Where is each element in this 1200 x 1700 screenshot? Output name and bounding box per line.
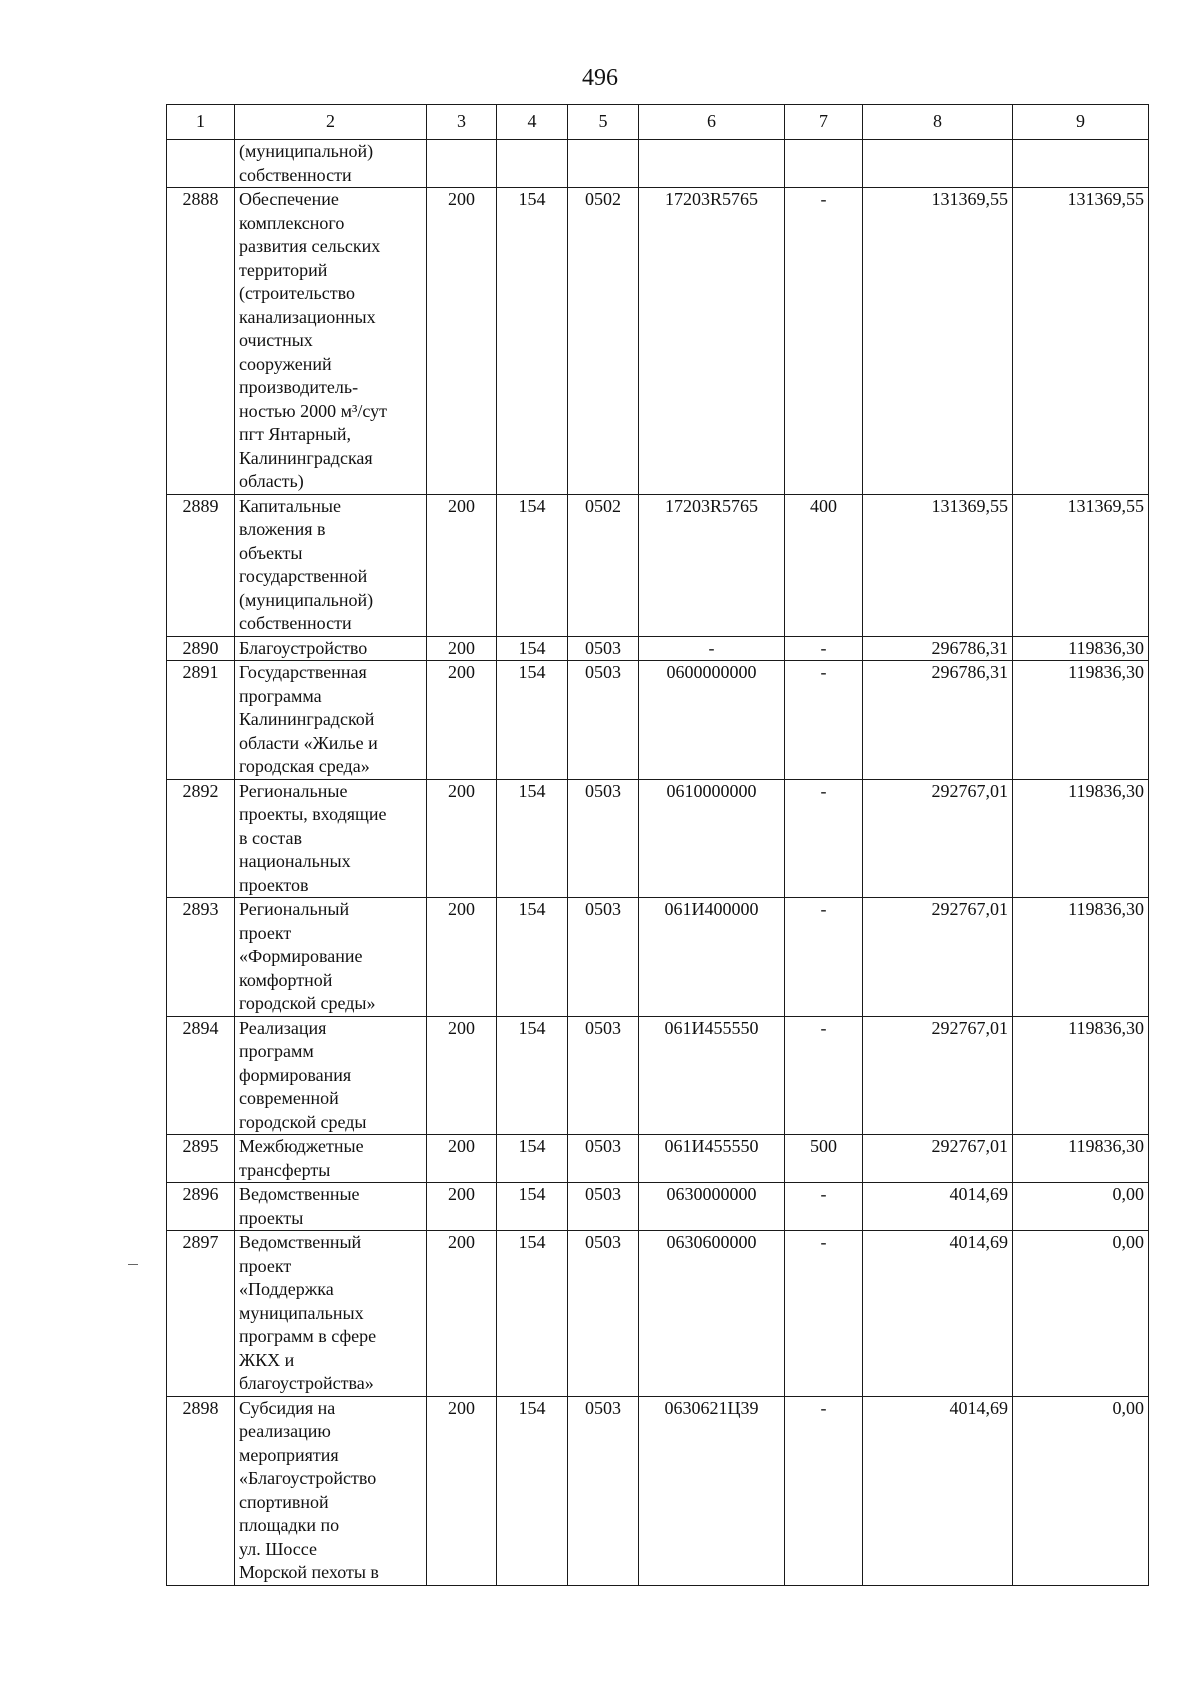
item-name-cell-text: Субсидия на реализацию мероприятия «Благоустройство спортивной площадки по ул. Шоссе Морской пехоты в [239, 1397, 379, 1582]
col8-amount-cell [863, 188, 1013, 495]
col6-cell-text: 061И400000 [664, 899, 759, 919]
col5-cell [568, 661, 639, 780]
col8-amount-cell [863, 1135, 1013, 1183]
col5-cell [568, 188, 639, 495]
col4-cell [497, 1135, 568, 1183]
row-number-cell [167, 1135, 235, 1183]
col6-cell-text: 061И455550 [664, 1017, 759, 1038]
col3-cell [427, 1231, 497, 1397]
header-cell: 6 [639, 105, 785, 140]
header-cell: 1 [167, 105, 235, 140]
table-row [167, 140, 1149, 188]
col7-cell [785, 779, 863, 898]
col5-cell [568, 898, 639, 1017]
col4-cell-text: 154 [518, 495, 546, 516]
col4-cell-text: 154 [518, 1184, 546, 1204]
col3-cell-text: 200 [448, 1184, 475, 1204]
item-name-cell-text: Межбюджетные трансферты [239, 1136, 364, 1180]
col6-cell [639, 188, 785, 495]
col8-amount-cell [863, 1231, 1013, 1397]
item-name-cell-text: Ведомственные проекты [239, 1184, 360, 1228]
col5-cell [568, 140, 639, 188]
col8-amount-cell [863, 1183, 1013, 1231]
col7-cell [785, 494, 863, 636]
col6-cell [639, 494, 785, 636]
item-name-cell [235, 188, 427, 495]
col9-amount-cell [1013, 140, 1149, 188]
table-row [167, 779, 1149, 898]
col4-cell-text: 154 [518, 899, 546, 919]
col9-amount-cell-text: 119836,30 [1068, 780, 1144, 801]
col6-cell [639, 1016, 785, 1135]
item-name-cell-text: Ведомственный проект «Поддержка муниципальных программ в сфере ЖКХ и благоустройства» [239, 1232, 377, 1393]
col9-amount-cell [1013, 898, 1149, 1017]
col8-amount-cell [863, 636, 1013, 661]
col8-amount-cell-text: 4014,69 [949, 1397, 1008, 1418]
col4-cell-text: 154 [518, 1136, 546, 1156]
col6-cell [639, 898, 785, 1017]
row-number-cell [167, 1016, 235, 1135]
col5-cell-text: 0503 [585, 1397, 621, 1418]
col3-cell [427, 494, 497, 636]
col6-cell-text: 17203R5765 [664, 495, 758, 516]
col7-cell [785, 661, 863, 780]
col4-cell-text: 154 [518, 1232, 546, 1252]
row-number-cell-text: 2898 [182, 1397, 219, 1418]
col3-cell [427, 661, 497, 780]
col6-cell [639, 140, 785, 188]
row-number-cell [167, 636, 235, 661]
col4-cell [497, 661, 568, 780]
row-number-cell [167, 140, 235, 188]
item-name-cell-text: Региональные проекты, входящие в состав национальных проектов [239, 780, 387, 895]
col8-amount-cell-text: 4014,69 [949, 1184, 1008, 1204]
col7-cell [785, 1183, 863, 1231]
col6-cell-text: 17203R5765 [664, 189, 758, 209]
row-number-cell [167, 779, 235, 898]
col3-cell-text: 200 [448, 637, 475, 658]
col6-cell [639, 1183, 785, 1231]
col4-cell [497, 1231, 568, 1397]
col5-cell-text: 0503 [585, 1017, 621, 1038]
item-name-cell-text: Благоустройство [239, 637, 368, 658]
table-row [167, 188, 1149, 495]
col8-amount-cell [863, 661, 1013, 780]
col4-cell [497, 1016, 568, 1135]
item-name-cell-text: Государственная программа Калининградской области «Жилье и городская среда» [239, 662, 378, 776]
col5-cell-text: 0503 [585, 1184, 621, 1204]
col6-cell-text: 0600000000 [666, 662, 757, 682]
col6-cell-text: 061И455550 [664, 1136, 759, 1156]
row-number-cell-text: 2893 [182, 899, 219, 919]
table-row [167, 1016, 1149, 1135]
col9-amount-cell [1013, 494, 1149, 636]
page-number: 496 [582, 65, 618, 91]
col5-cell [568, 636, 639, 661]
col5-cell-text: 0502 [585, 495, 621, 516]
header-row [167, 105, 1149, 140]
col3-cell-text: 200 [448, 1017, 475, 1038]
col3-cell-text: 200 [448, 1397, 475, 1418]
col5-cell-text: 0503 [585, 662, 621, 682]
row-number-cell-text: 2897 [182, 1232, 219, 1252]
row-number-cell [167, 188, 235, 495]
col3-cell-text: 200 [448, 1232, 475, 1252]
col5-cell [568, 1135, 639, 1183]
item-name-cell-text: Региональный проект «Формирование комфортной городской среды» [239, 899, 376, 1013]
col8-amount-cell [863, 140, 1013, 188]
col9-amount-cell-text: 0,00 [1112, 1232, 1144, 1252]
col4-cell [497, 1183, 568, 1231]
item-name-cell [235, 898, 427, 1017]
item-name-cell [235, 140, 427, 188]
header-cell: 7 [785, 105, 863, 140]
col6-cell [639, 779, 785, 898]
scan-mark [128, 1264, 138, 1265]
col3-cell [427, 1183, 497, 1231]
table-row [167, 1231, 1149, 1397]
col7-cell [785, 898, 863, 1017]
col9-amount-cell [1013, 1135, 1149, 1183]
col3-cell-text: 200 [448, 780, 475, 801]
col5-cell-text: 0503 [585, 1136, 621, 1156]
item-name-cell [235, 1396, 427, 1585]
row-number-cell [167, 494, 235, 636]
col6-cell [639, 636, 785, 661]
table-row [167, 636, 1149, 661]
col7-cell [785, 140, 863, 188]
col4-cell-text: 154 [518, 637, 546, 658]
col4-cell [497, 779, 568, 898]
col8-amount-cell-text: 131369,55 [931, 189, 1008, 209]
header-cell: 3 [427, 105, 497, 140]
col5-cell [568, 779, 639, 898]
col8-amount-cell-text: 296786,31 [931, 637, 1008, 658]
item-name-cell-text: (муниципальной) собственности [239, 141, 374, 185]
col7-cell [785, 188, 863, 495]
item-name-cell [235, 1183, 427, 1231]
col4-cell-text: 154 [518, 780, 546, 801]
col8-amount-cell-text: 296786,31 [931, 662, 1008, 682]
col5-cell [568, 1183, 639, 1231]
col9-amount-cell-text: 119836,30 [1068, 1136, 1144, 1156]
col5-cell-text: 0503 [585, 780, 621, 801]
col8-amount-cell [863, 494, 1013, 636]
col4-cell [497, 188, 568, 495]
col3-cell [427, 1135, 497, 1183]
col8-amount-cell [863, 1396, 1013, 1585]
col9-amount-cell-text: 131369,55 [1067, 495, 1144, 516]
col9-amount-cell-text: 131369,55 [1067, 189, 1144, 209]
col7-cell-text: - [820, 662, 827, 682]
col3-cell [427, 898, 497, 1017]
col3-cell-text: 200 [448, 1136, 475, 1156]
col9-amount-cell [1013, 661, 1149, 780]
col6-cell-text: 0630000000 [666, 1184, 757, 1204]
col7-cell [785, 1396, 863, 1585]
col7-cell [785, 1016, 863, 1135]
col9-amount-cell [1013, 1231, 1149, 1397]
item-name-cell [235, 1016, 427, 1135]
col8-amount-cell-text: 292767,01 [931, 1017, 1008, 1038]
col6-cell [639, 1135, 785, 1183]
col9-amount-cell [1013, 636, 1149, 661]
col9-amount-cell-text: 119836,30 [1068, 899, 1144, 919]
col4-cell [497, 636, 568, 661]
col9-amount-cell [1013, 188, 1149, 495]
col7-cell-text: - [820, 189, 827, 209]
row-number-cell-text: 2894 [182, 1017, 219, 1038]
col9-amount-cell [1013, 779, 1149, 898]
col9-amount-cell-text: 119836,30 [1068, 662, 1144, 682]
row-number-cell [167, 898, 235, 1017]
col7-cell-text: - [820, 1017, 827, 1038]
table-row [167, 1135, 1149, 1183]
col6-cell-text: 0630621Ц39 [664, 1397, 759, 1418]
col7-cell-text: - [820, 1397, 827, 1418]
row-number-cell-text: 2896 [182, 1184, 219, 1204]
col3-cell [427, 779, 497, 898]
item-name-cell [235, 1231, 427, 1397]
col4-cell-text: 154 [518, 1017, 546, 1038]
col8-amount-cell-text: 4014,69 [949, 1232, 1008, 1252]
table-row [167, 1396, 1149, 1585]
col9-amount-cell-text: 119836,30 [1068, 637, 1144, 658]
col7-cell-text: - [820, 899, 827, 919]
item-name-cell [235, 779, 427, 898]
item-name-cell-text: Реализация программ формирования современной городской среды [239, 1017, 367, 1132]
row-number-cell-text: 2895 [182, 1136, 219, 1156]
col5-cell-text: 0503 [585, 899, 621, 919]
row-number-cell-text: 2892 [182, 780, 219, 801]
budget-table [166, 104, 1149, 1586]
col4-cell [497, 494, 568, 636]
col3-cell-text: 200 [448, 662, 475, 682]
col7-cell-text: - [820, 637, 827, 658]
col7-cell-text: 500 [810, 1136, 837, 1156]
col3-cell [427, 636, 497, 661]
table-row [167, 494, 1149, 636]
col4-cell [497, 1396, 568, 1585]
col3-cell [427, 1396, 497, 1585]
col8-amount-cell-text: 292767,01 [931, 1136, 1008, 1156]
col9-amount-cell-text: 0,00 [1112, 1397, 1144, 1418]
col7-cell [785, 1135, 863, 1183]
item-name-cell-text: Обеспечение комплексного развития сельских территорий (строительство канализационных очистных сооружений производитель- ностью 2000 м³/сут пгт Янтарный, Калининградская область) [239, 189, 387, 491]
table-body [167, 140, 1149, 1586]
table-row [167, 661, 1149, 780]
col9-amount-cell-text: 119836,30 [1068, 1017, 1144, 1038]
row-number-cell-text: 2890 [182, 637, 219, 658]
col6-cell [639, 661, 785, 780]
col8-amount-cell [863, 1016, 1013, 1135]
col6-cell-text: 0630600000 [666, 1232, 757, 1252]
row-number-cell-text: 2889 [182, 495, 219, 516]
col7-cell [785, 1231, 863, 1397]
col5-cell [568, 1231, 639, 1397]
col3-cell-text: 200 [448, 495, 475, 516]
header-cell: 4 [497, 105, 568, 140]
col5-cell-text: 0503 [585, 637, 621, 658]
col3-cell [427, 1016, 497, 1135]
col9-amount-cell [1013, 1183, 1149, 1231]
col5-cell [568, 494, 639, 636]
row-number-cell-text: 2891 [182, 662, 219, 682]
col3-cell-text: 200 [448, 899, 475, 919]
col4-cell-text: 154 [518, 189, 546, 209]
col8-amount-cell [863, 779, 1013, 898]
col3-cell [427, 188, 497, 495]
row-number-cell-text: 2888 [182, 189, 219, 209]
col4-cell [497, 140, 568, 188]
col4-cell-text: 154 [518, 662, 546, 682]
col7-cell-text: 400 [810, 495, 837, 516]
col7-cell-text: - [820, 1184, 827, 1204]
col8-amount-cell-text: 292767,01 [931, 899, 1008, 919]
row-number-cell [167, 1183, 235, 1231]
table-row [167, 1183, 1149, 1231]
row-number-cell [167, 661, 235, 780]
row-number-cell [167, 1231, 235, 1397]
item-name-cell [235, 636, 427, 661]
item-name-cell [235, 1135, 427, 1183]
col6-cell [639, 1396, 785, 1585]
col6-cell-text: - [708, 637, 715, 658]
col3-cell [427, 140, 497, 188]
col3-cell-text: 200 [448, 189, 475, 209]
col4-cell-text: 154 [518, 1397, 546, 1418]
col7-cell-text: - [820, 780, 827, 801]
col7-cell [785, 636, 863, 661]
col7-cell-text: - [820, 1232, 827, 1252]
header-cell: 8 [863, 105, 1013, 140]
col5-cell-text: 0502 [585, 189, 621, 209]
col4-cell [497, 898, 568, 1017]
row-number-cell [167, 1396, 235, 1585]
header-cell: 2 [235, 105, 427, 140]
col5-cell [568, 1016, 639, 1135]
col9-amount-cell-text: 0,00 [1112, 1184, 1144, 1204]
col8-amount-cell-text: 292767,01 [931, 780, 1008, 801]
item-name-cell-text: Капитальные вложения в объекты государственной (муниципальной) собственности [239, 495, 374, 633]
item-name-cell [235, 494, 427, 636]
col5-cell-text: 0503 [585, 1232, 621, 1252]
header-cell: 5 [568, 105, 639, 140]
col9-amount-cell [1013, 1396, 1149, 1585]
col9-amount-cell [1013, 1016, 1149, 1135]
table-row [167, 898, 1149, 1017]
item-name-cell [235, 661, 427, 780]
header-cell: 9 [1013, 105, 1149, 140]
col5-cell [568, 1396, 639, 1585]
col6-cell [639, 1231, 785, 1397]
col6-cell-text: 0610000000 [666, 780, 757, 801]
col8-amount-cell [863, 898, 1013, 1017]
col8-amount-cell-text: 131369,55 [931, 495, 1008, 516]
